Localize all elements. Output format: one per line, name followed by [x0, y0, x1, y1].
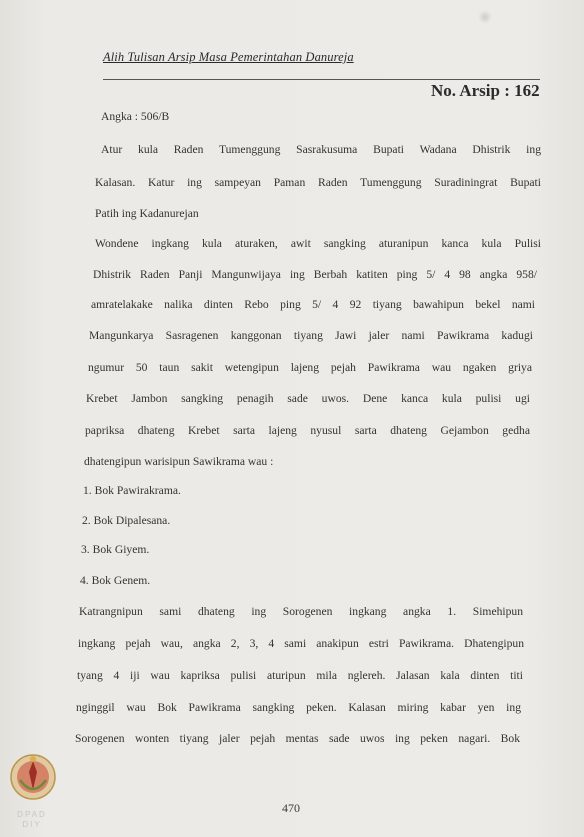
doc-line: Angka : 506/B: [101, 110, 170, 123]
list-item: 2. Bok Dipalesana.: [82, 514, 171, 527]
doc-line: Sorogenen wonten tiyang jaler pejah mentas sade uwos ing peken nagari. Bok: [75, 732, 520, 745]
doc-line: Katrangnipun sami dhateng ing Sorogenen ingkang angka 1. Simehipun: [79, 605, 523, 618]
list-item: 4. Bok Genem.: [80, 574, 151, 587]
doc-line: nginggil wau Bok Pawikrama sangking peken. Kalasan miring kabar yen ing: [76, 701, 521, 714]
doc-line: amratelakake nalika dinten Rebo ping 5/ 4 92 tiyang bawahipun bekel nami: [91, 298, 535, 311]
doc-line: ingkang pejah wau, angka 2, 3, 4 sami anakipun estri Pawikrama. Dhatengipun: [78, 637, 524, 650]
doc-line: dhatengipun warisipun Sawikrama wau :: [84, 455, 274, 468]
dpad-logo-icon: [8, 750, 58, 810]
doc-line: Patih ing Kadanurejan: [95, 207, 199, 220]
page-number: 470: [282, 801, 300, 815]
doc-line: Wondene ingkang kula aturaken, awit sangking aturanipun kanca kula Pulisi: [95, 237, 541, 250]
archive-number: No. Arsip : 162: [431, 81, 540, 100]
list-item: 3. Bok Giyem.: [81, 543, 150, 556]
doc-line: Dhistrik Raden Panji Mangunwijaya ing Berbah katiten ping 5/ 4 98 angka 958/: [93, 268, 537, 281]
doc-line: Mangunkarya Sasragenen kanggonan tiyang Jawi jaler nami Pawikrama kadugi: [89, 329, 533, 342]
header-title: Alih Tulisan Arsip Masa Pemerintahan Danureja: [103, 50, 354, 64]
paper-spot: [478, 10, 492, 24]
doc-line: tyang 4 iji wau kapriksa pulisi aturipun mila nglereh. Jalasan kala dinten titi: [77, 669, 523, 682]
header-rule: [103, 79, 540, 80]
doc-line: Atur kula Raden Tumenggung Sasrakusuma Bupati Wadana Dhistrik ing: [101, 143, 541, 156]
list-item: 1. Bok Pawirakrama.: [83, 484, 181, 497]
doc-line: ngumur 50 taun sakit wetengipun lajeng pejah Pawikrama wau ngaken griya: [88, 361, 532, 374]
doc-line: papriksa dhateng Krebet sarta lajeng nyusul sarta dhateng Gejambon gedha: [85, 424, 530, 437]
doc-line: Krebet Jambon sangking penagih sade uwos. Dene kanca kula pulisi ugi: [86, 392, 530, 405]
logo-caption: DPAD DIY: [17, 810, 47, 829]
doc-line: Kalasan. Katur ing sampeyan Paman Raden Tumenggung Suradiningrat Bupati: [95, 176, 541, 189]
